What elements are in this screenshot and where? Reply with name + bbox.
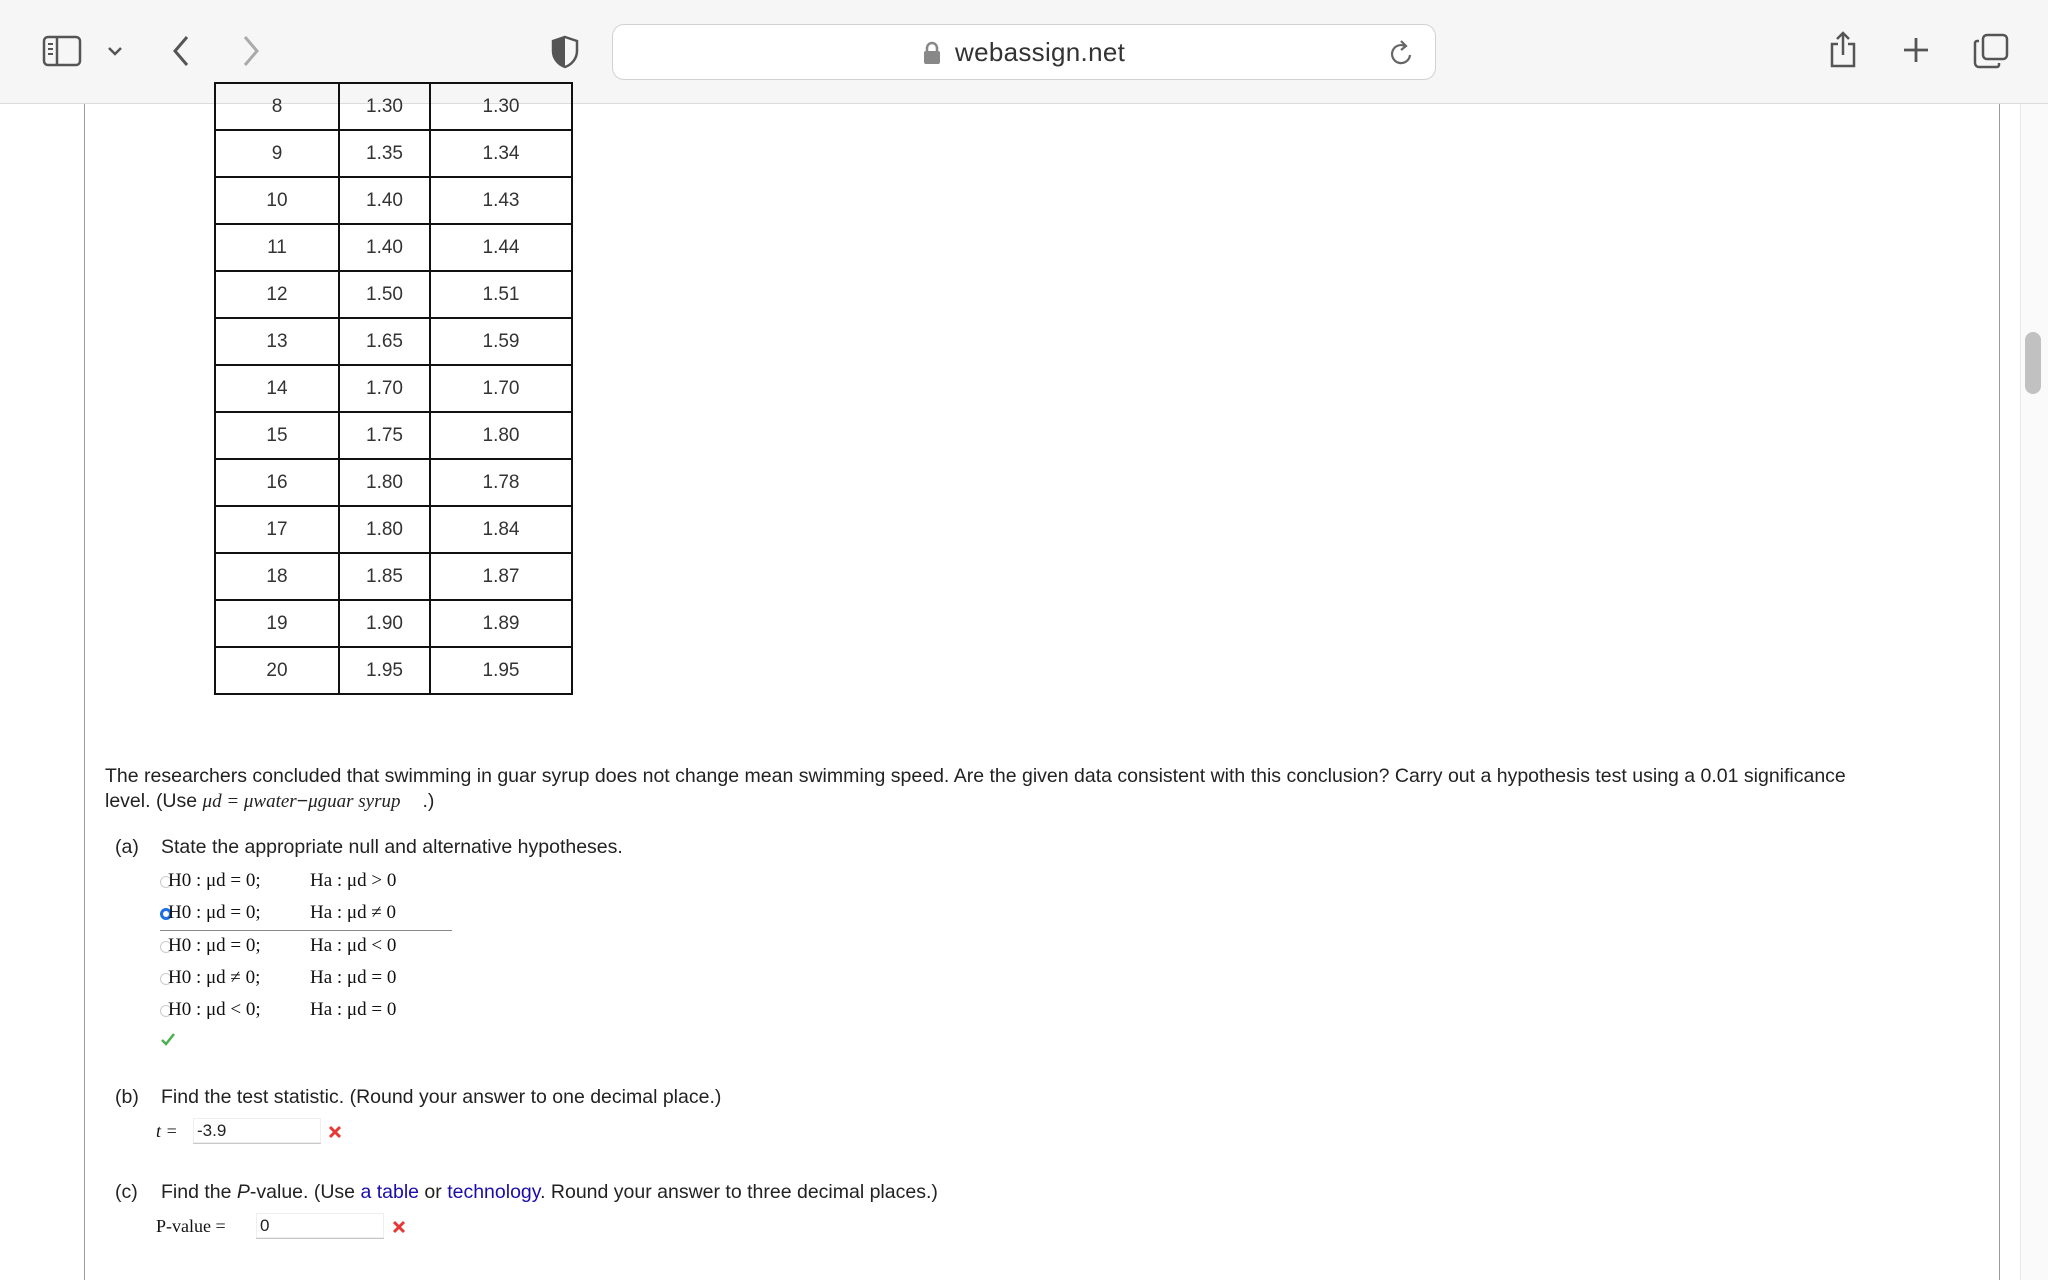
table-row: [215, 600, 572, 647]
table-cell: 9: [215, 130, 339, 177]
table-cell: 1.95: [430, 647, 572, 694]
table-cell: 1.95: [339, 647, 430, 694]
table-cell: 1.43: [430, 177, 572, 224]
table-row: [215, 177, 572, 224]
table-row: [215, 365, 572, 412]
table-cell: 1.80: [339, 459, 430, 506]
table-cell: 1.44: [430, 224, 572, 271]
table-cell: 12: [215, 271, 339, 318]
table-cell: 1.35: [339, 130, 430, 177]
table-cell: 1.84: [430, 506, 572, 553]
part-c-prompt-mid: -value. (Use: [249, 1181, 361, 1203]
part-c-prompt-post: . Round your answer to three decimal places.): [540, 1181, 938, 1203]
table-row: [215, 459, 572, 506]
table-cell: 1.50: [339, 271, 430, 318]
part-b-tag: (b): [115, 1086, 139, 1108]
null-hypothesis-text: H0 : μd < 0;: [168, 999, 261, 1020]
table-cell: 1.34: [430, 130, 572, 177]
lock-icon: [923, 41, 941, 70]
null-hypothesis-text: H0 : μd = 0;: [168, 870, 261, 891]
data-table: [214, 82, 573, 695]
table-cell: 16: [215, 459, 339, 506]
table-row: [215, 130, 572, 177]
address-bar[interactable]: [612, 24, 1436, 80]
address-host: webassign.net: [955, 37, 1126, 67]
part-c-label: [115, 1181, 938, 1204]
alternative-hypothesis-text: Ha : μd = 0: [310, 967, 397, 988]
table-row: [215, 647, 572, 694]
t-label: t =: [156, 1121, 178, 1141]
null-hypothesis-text: H0 : μd = 0;: [168, 935, 261, 956]
table-cell: 1.40: [339, 177, 430, 224]
technology-link[interactable]: technology: [447, 1181, 541, 1203]
table-row: [215, 83, 572, 130]
table-cell: 14: [215, 365, 339, 412]
forward-icon[interactable]: [236, 32, 266, 70]
hypothesis-option[interactable]: [160, 902, 452, 931]
table-cell: 15: [215, 412, 339, 459]
incorrect-x-icon: [328, 1125, 342, 1144]
null-hypothesis-text: H0 : μd = 0;: [168, 902, 261, 923]
table-cell: 19: [215, 600, 339, 647]
alternative-hypothesis-text: Ha : μd > 0: [310, 870, 397, 891]
part-b-prompt: Find the test statistic. (Round your answer to one decimal place.): [161, 1086, 722, 1108]
part-a-tag: (a): [115, 836, 139, 858]
table-cell: 1.30: [339, 83, 430, 130]
part-c-p-letter: P: [236, 1181, 250, 1203]
shield-icon[interactable]: [550, 34, 580, 70]
table-cell: 1.89: [430, 600, 572, 647]
p-value-input[interactable]: [256, 1213, 384, 1239]
minus-sign: −: [296, 790, 309, 812]
table-cell: 11: [215, 224, 339, 271]
table-cell: 1.80: [339, 506, 430, 553]
question-use-prefix: level. (Use: [105, 790, 203, 812]
table-cell: 8: [215, 83, 339, 130]
table-cell: 18: [215, 553, 339, 600]
table-cell: 1.40: [339, 224, 430, 271]
correct-check-icon: [160, 1032, 176, 1051]
part-c-tag: (c): [115, 1181, 138, 1203]
table-link[interactable]: a table: [360, 1181, 420, 1203]
tabs-overview-icon[interactable]: [1972, 32, 2010, 70]
table-cell: 1.70: [339, 365, 430, 412]
table-cell: 1.80: [430, 412, 572, 459]
table-row: [215, 412, 572, 459]
mu-d-expression: μd = μwater: [202, 791, 297, 812]
t-statistic-input[interactable]: [193, 1118, 321, 1144]
p-value-label: P-value =: [156, 1216, 226, 1236]
table-row: [215, 553, 572, 600]
sidebar-toggle-icon[interactable]: [40, 34, 84, 68]
share-icon[interactable]: [1826, 30, 1860, 70]
part-c-or: or: [419, 1181, 448, 1203]
table-cell: 20: [215, 647, 339, 694]
scrollbar-thumb[interactable]: [2025, 332, 2041, 394]
table-cell: 1.78: [430, 459, 572, 506]
table-cell: 1.51: [430, 271, 572, 318]
table-row: [215, 224, 572, 271]
table-row: [215, 271, 572, 318]
incorrect-x-icon: [392, 1220, 406, 1239]
table-cell: 1.59: [430, 318, 572, 365]
mu-guar-expression: μguar syrup: [308, 791, 401, 812]
table-cell: 1.87: [430, 553, 572, 600]
table-cell: 13: [215, 318, 339, 365]
alternative-hypothesis-text: Ha : μd ≠ 0: [310, 902, 397, 923]
new-tab-icon[interactable]: [1900, 34, 1932, 66]
table-row: [215, 318, 572, 365]
reload-icon[interactable]: [1389, 39, 1415, 72]
alternative-hypothesis-text: Ha : μd = 0: [310, 999, 397, 1020]
table-cell: 1.90: [339, 600, 430, 647]
table-cell: 10: [215, 177, 339, 224]
part-a-label: [115, 836, 623, 859]
question-sentence: The researchers concluded that swimming in guar syrup does not change mean swimming speed. Are the given data consistent with this conclusion? Carry out a hypothesis test using a 0.01 significance: [105, 765, 1846, 787]
part-a-prompt: State the appropriate null and alternative hypotheses.: [161, 836, 623, 858]
table-cell: 17: [215, 506, 339, 553]
table-cell: 1.30: [430, 83, 572, 130]
part-c-prompt-pre: Find the: [161, 1181, 237, 1203]
question-use-suffix: .): [422, 790, 435, 812]
table-row: [215, 506, 572, 553]
table-cell: 1.75: [339, 412, 430, 459]
null-hypothesis-text: H0 : μd ≠ 0;: [168, 967, 261, 988]
part-b-label: [115, 1086, 721, 1109]
scrollbar-track[interactable]: [2020, 104, 2048, 1280]
table-cell: 1.70: [430, 365, 572, 412]
question-text: [105, 764, 1985, 814]
chevron-down-icon[interactable]: [104, 40, 126, 62]
table-cell: 1.65: [339, 318, 430, 365]
table-cell: 1.85: [339, 553, 430, 600]
back-icon[interactable]: [166, 32, 196, 70]
alternative-hypothesis-text: Ha : μd < 0: [310, 935, 397, 956]
